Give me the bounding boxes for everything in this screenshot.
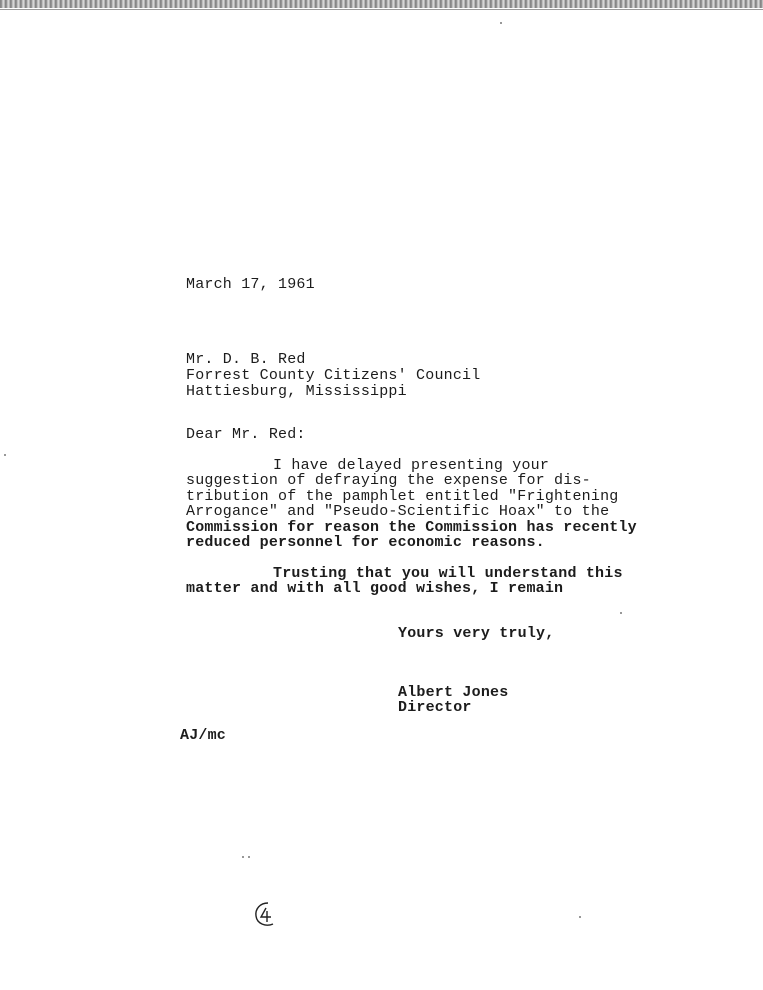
scanned-top-edge xyxy=(0,0,763,8)
body-paragraph-1-line: Commission for reason the Commission has recently xyxy=(186,519,637,536)
body-paragraph-1-line: reduced personnel for economic reasons. xyxy=(186,534,545,551)
body-paragraph-2-line: Trusting that you will understand this xyxy=(273,565,623,582)
salutation: Dear Mr. Red: xyxy=(186,426,306,443)
body-paragraph-2-line: matter and with all good wishes, I remain xyxy=(186,580,564,597)
reference-initials: AJ/mc xyxy=(180,727,227,744)
letter-date: March 17, 1961 xyxy=(186,276,315,293)
recipient-organization: Forrest County Citizens' Council xyxy=(186,367,481,384)
recipient-location: Hattiesburg, Mississippi xyxy=(186,383,407,400)
scan-speck xyxy=(242,856,244,858)
body-paragraph-1-line: Arrogance" and "Pseudo-Scientific Hoax" to the xyxy=(186,503,610,520)
signer-name: Albert Jones xyxy=(398,684,509,701)
scanned-top-edge-line xyxy=(0,9,763,10)
body-paragraph-1-line: I have delayed presenting your xyxy=(273,457,550,474)
signer-title: Director xyxy=(398,699,472,716)
complimentary-closing: Yours very truly, xyxy=(398,625,555,642)
recipient-name: Mr. D. B. Red xyxy=(186,351,306,368)
scan-speck xyxy=(500,22,502,24)
body-paragraph-1-line: tribution of the pamphlet entitled "Frightening xyxy=(186,488,619,505)
scan-speck xyxy=(579,916,581,918)
scan-speck xyxy=(620,612,622,614)
scan-speck xyxy=(248,856,250,858)
scan-speck xyxy=(4,454,6,456)
handwritten-page-number-mark xyxy=(252,900,280,928)
body-paragraph-1-line: suggestion of defraying the expense for dis- xyxy=(186,472,591,489)
